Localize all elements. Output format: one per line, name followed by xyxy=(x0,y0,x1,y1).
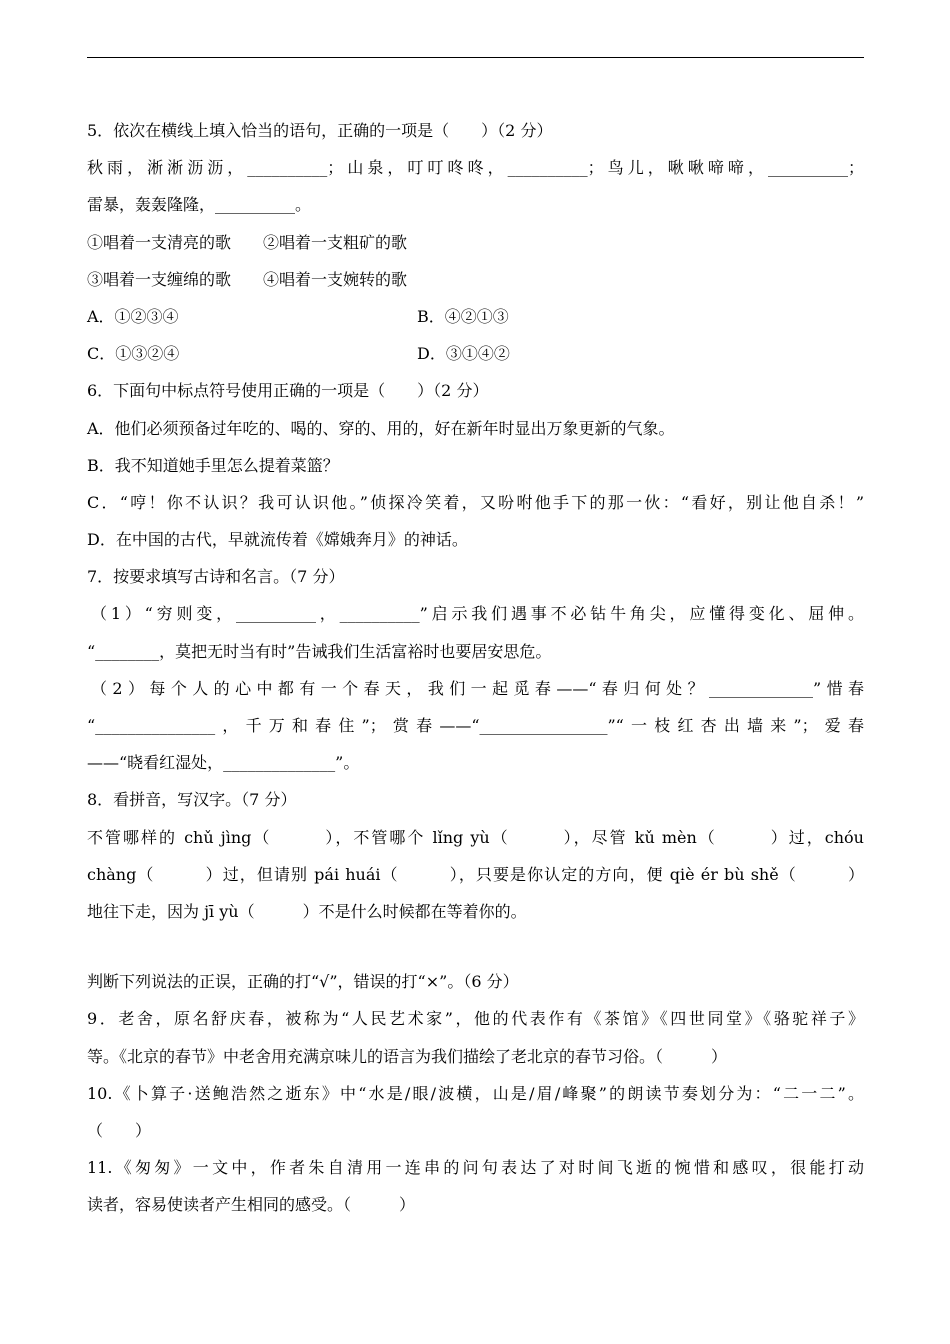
question-7-part-2-line-2: “_______________，千万和春住”；赏春——“________________”“一枝红杏出墙来”；爱春 xyxy=(87,716,864,735)
question-6-option-b: B．我不知道她手里怎么提着菜篮？ xyxy=(87,455,339,475)
question-8-text-line-1: 不管哪样的 chǔ jìng（ ），不管哪个 lǐng yù（ ），尽管 kǔ mèn（ ）过，chóu xyxy=(87,827,864,847)
question-5-item-row-1: ①唱着一支清亮的歌 ②唱着一支粗矿的歌 xyxy=(87,232,408,252)
question-5-options-row-1 xyxy=(87,298,864,335)
question-5-text-line-2: 雷暴，轰轰隆隆，__________。 xyxy=(87,195,312,215)
question-6-option-d: D．在中国的古代，早就流传着《嫦娥奔月》的神话。 xyxy=(87,530,468,550)
section-gap xyxy=(87,930,864,963)
question-5-option-c: C．①③②④ xyxy=(87,344,180,364)
question-8-text-line-3: 地往下走，因为 jī yù（ ）不是什么时候都在等着你的。 xyxy=(87,901,527,921)
question-6-title: 6．下面句中标点符号使用正确的一项是（ ）（2 分） xyxy=(87,381,489,401)
header-rule xyxy=(87,57,864,58)
question-5-item-row-2: ③唱着一支缠绵的歌 ④唱着一支婉转的歌 xyxy=(87,269,408,289)
question-7-part-1-line-1: （1）“穷则变，__________，__________”启示我们遇事不必钻牛角尖，应懂得变化、屈伸。 xyxy=(91,604,864,624)
question-6-option-c: C．“哼！你不认识？我可认识他。”侦探冷笑着，又吩咐他手下的那一伙：“看好，别让他自杀！” xyxy=(87,492,864,512)
question-5-title: 5．依次在横线上填入恰当的语句，正确的一项是（ ）（2 分） xyxy=(87,121,553,140)
question-9-line-2: 等。《北京的春节》中老舍用充满京味儿的语言为我们描绘了老北京的春节习俗。（ ） xyxy=(87,1046,728,1066)
question-8-title: 8．看拼音，写汉字。（7 分） xyxy=(87,790,297,810)
question-5-options-row-2 xyxy=(87,335,864,372)
question-5-option-b: B．④②①③ xyxy=(417,306,509,326)
question-7-part-2-line-3: ——“晓看红湿处，______________”。 xyxy=(87,753,360,773)
question-10-line-1: 10.《卜算子·送鲍浩然之逝东》中“水是/眼/波横，山是/眉/峰聚”的朗读节奏划分为：“二一二”。 xyxy=(87,1083,864,1103)
question-5-option-a: A．①②③④ xyxy=(87,306,179,326)
question-10-line-2: （ ） xyxy=(87,1120,152,1140)
question-9-line-1: 9．老舍，原名舒庆春，被称为“人民艺术家”，他的代表作有《茶馆》《四世同堂》《骆驼祥子》 xyxy=(87,1009,864,1029)
question-11-line-2: 读者，容易使读者产生相同的感受。（ ） xyxy=(87,1195,416,1215)
question-8-text-line-2: chàng（ ）过，但请别 pái huái（ ），只要是你认定的方向，便 qiè ér bù shě（ ） xyxy=(87,864,864,884)
question-7-part-2-line-1: （2）每个人的心中都有一个春天，我们一起觅春——“春归何处？_____________”惜春 xyxy=(91,678,864,698)
question-5-text-line-1: 秋雨，淅淅沥沥，__________；山泉，叮叮咚咚，__________；鸟儿，啾啾啼啼，__________； xyxy=(87,158,864,178)
question-7-part-1-line-2: “________，莫把无时当有时”告诫我们生活富裕时也要居安思危。 xyxy=(87,641,552,661)
question-6-option-a: A．他们必须预备过年吃的、喝的、穿的、用的，好在新年时显出万象更新的气象。 xyxy=(87,418,675,438)
document-body xyxy=(87,112,864,1223)
question-5-option-d: D．③①④② xyxy=(417,344,510,364)
judgement-section-title: 判断下列说法的正误，正确的打“√”，错误的打“×”。（6 分） xyxy=(87,972,519,992)
question-11-line-1: 11.《匆匆》一文中，作者朱自清用一连串的问句表达了对时间飞逝的惋惜和感叹，很能打动 xyxy=(87,1158,864,1178)
question-7-title: 7．按要求填写古诗和名言。（7 分） xyxy=(87,567,345,587)
